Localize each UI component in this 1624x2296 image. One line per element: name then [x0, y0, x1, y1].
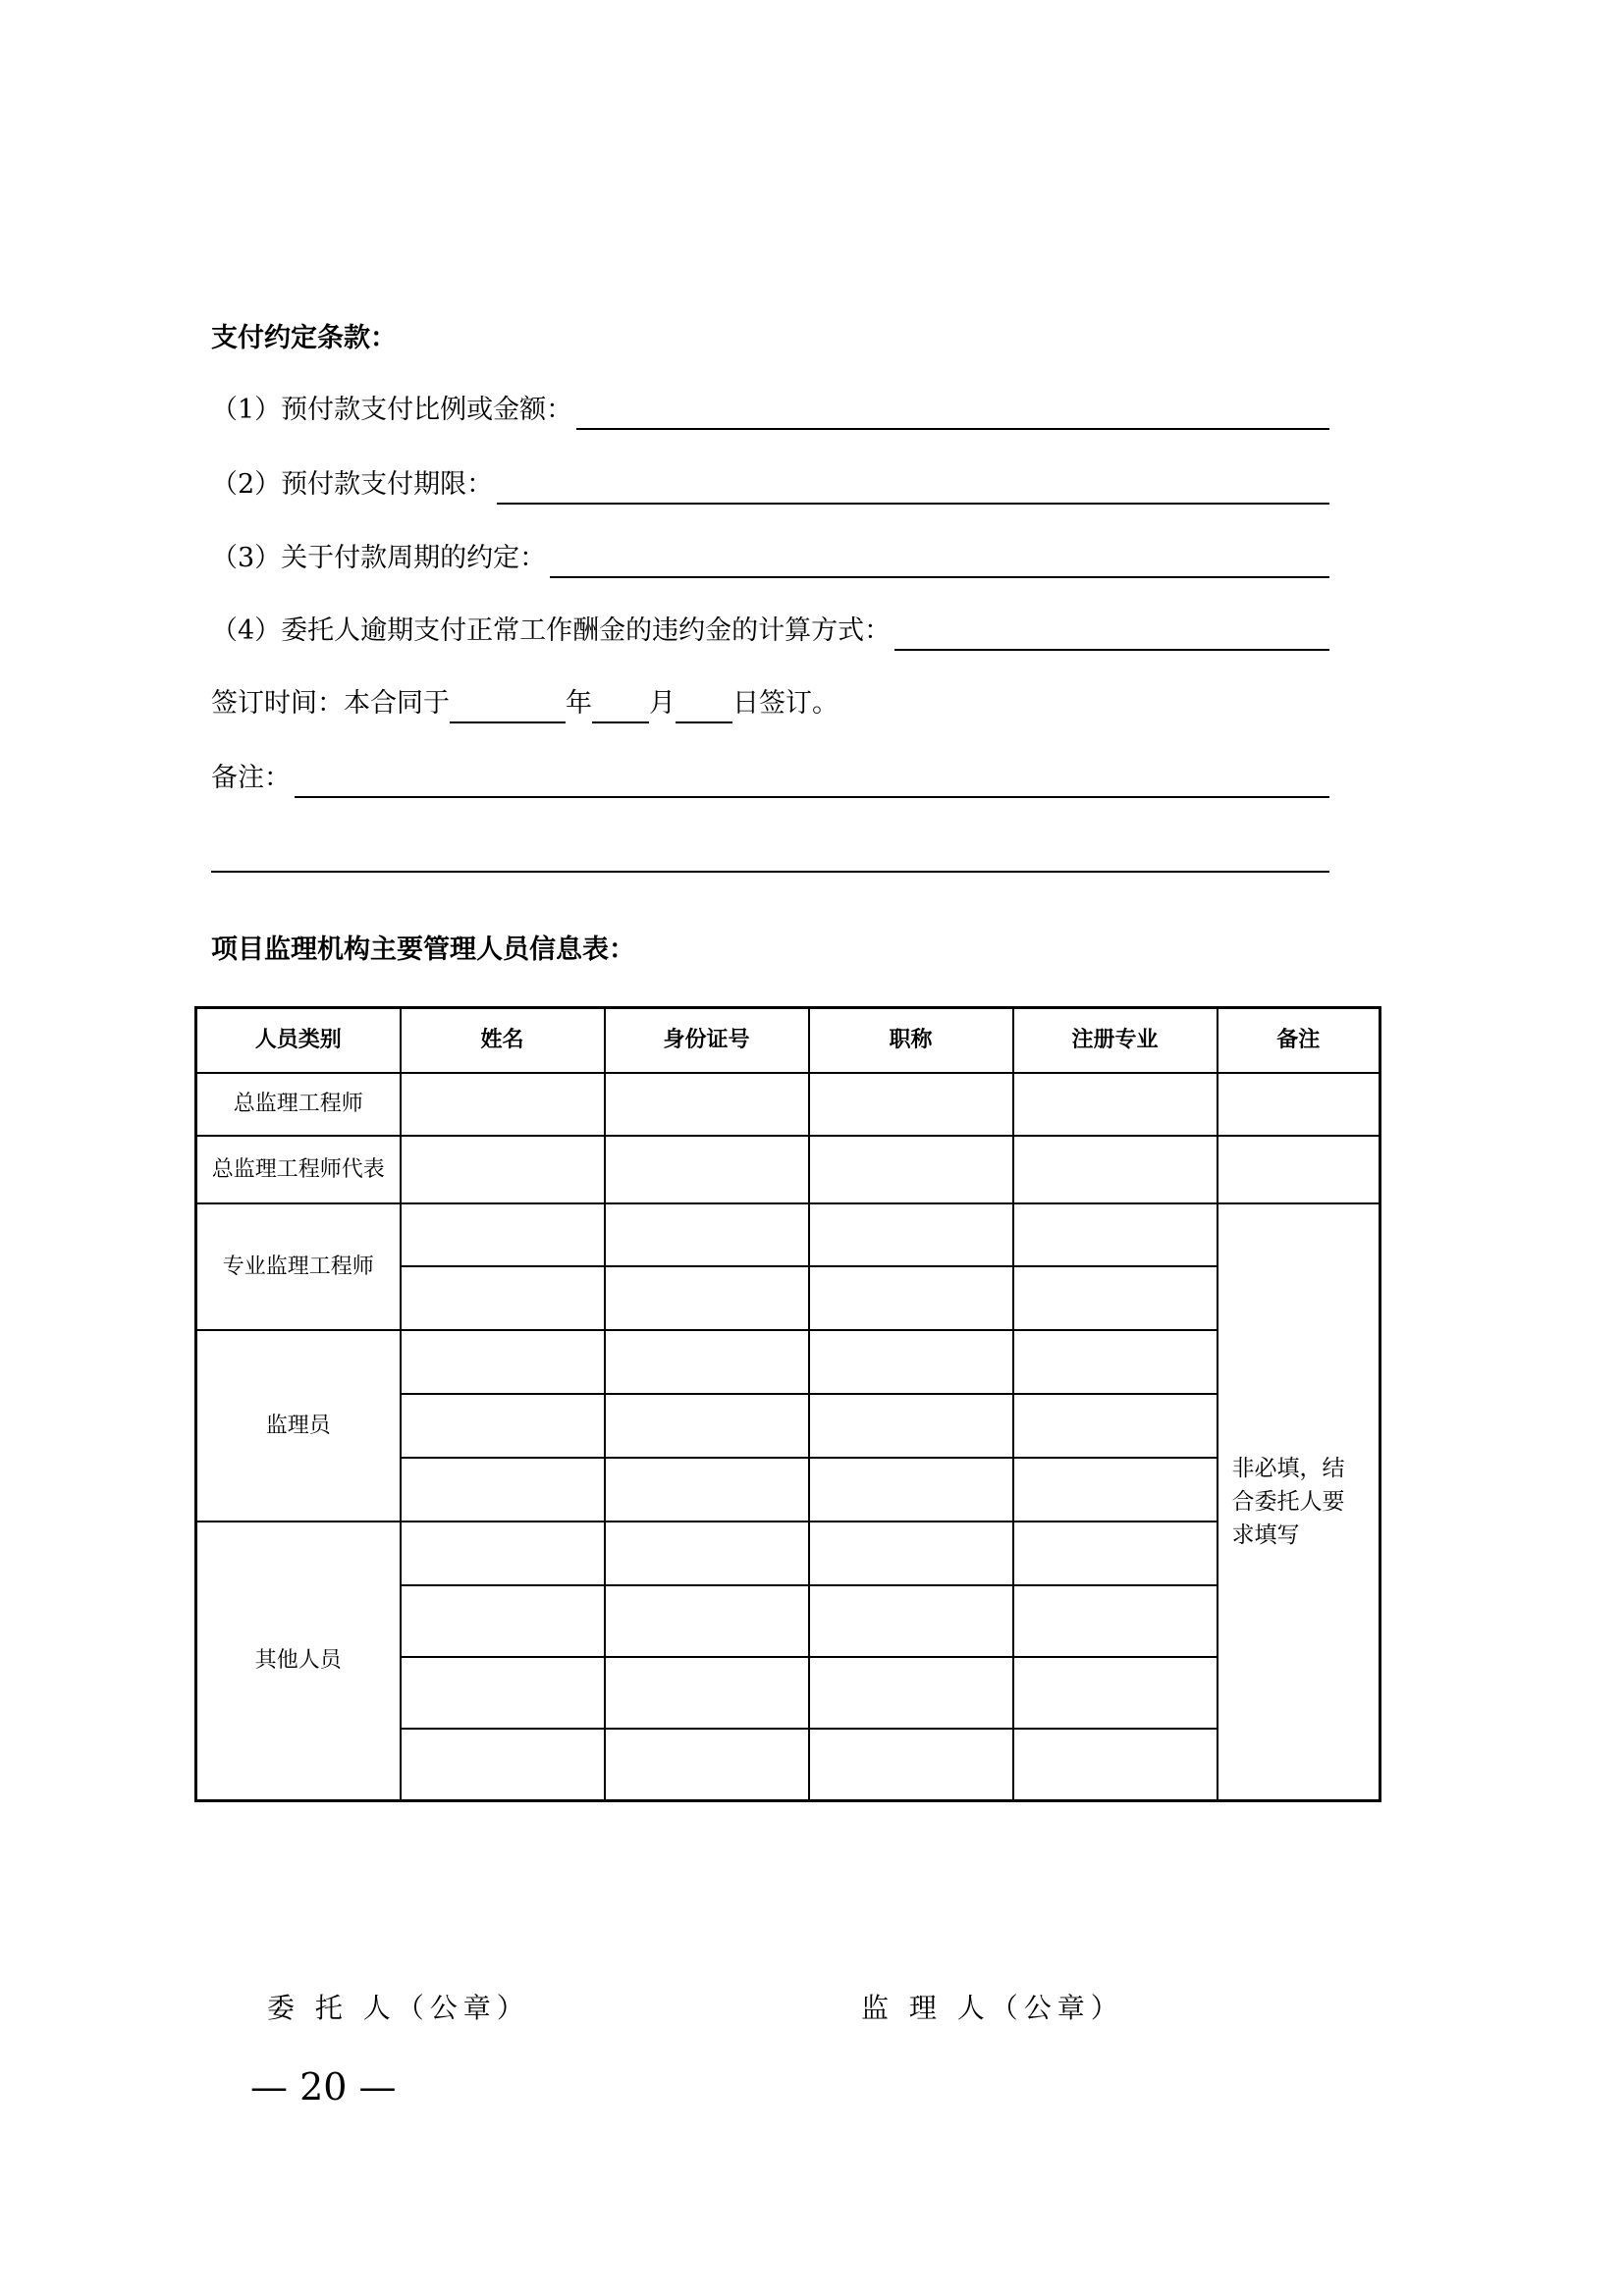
- table-row: [196, 1203, 1380, 1266]
- signing-year-label: 年: [566, 688, 592, 719]
- signing-date-prefix: 签订时间：本合同于: [211, 688, 450, 719]
- id-number-cell[interactable]: [605, 1203, 809, 1266]
- specialty-cell[interactable]: [1013, 1266, 1218, 1330]
- category-cell-others: 其他人员: [196, 1522, 401, 1800]
- signing-day-field[interactable]: [676, 688, 732, 723]
- category-cell-supervisor: 监理员: [196, 1330, 401, 1522]
- title-cell[interactable]: [809, 1458, 1013, 1522]
- remark-extra-line[interactable]: [211, 871, 1329, 873]
- id-number-cell[interactable]: [605, 1729, 809, 1800]
- signing-month-label: 月: [649, 688, 676, 719]
- late-penalty-row: [211, 612, 1329, 651]
- name-cell[interactable]: [401, 1073, 605, 1136]
- staff-table-heading: 项目监理机构主要管理人员信息表：: [211, 934, 635, 965]
- column-header-title: 职称: [809, 1008, 1013, 1074]
- id-number-cell[interactable]: [605, 1136, 809, 1203]
- title-cell[interactable]: [809, 1266, 1013, 1330]
- remark-note-cell: 非必填，结合委托人要求填写: [1218, 1203, 1380, 1800]
- title-cell[interactable]: [809, 1073, 1013, 1136]
- name-cell[interactable]: [401, 1266, 605, 1330]
- specialty-cell[interactable]: [1013, 1522, 1218, 1585]
- category-cell-chief: 总监理工程师: [196, 1073, 401, 1136]
- prepayment-deadline-label: （2）预付款支付期限：: [211, 469, 494, 500]
- id-number-cell[interactable]: [605, 1585, 809, 1657]
- signing-year-field[interactable]: [450, 688, 566, 723]
- remark-label: 备注：: [211, 763, 291, 793]
- specialty-cell[interactable]: [1013, 1136, 1218, 1203]
- staff-info-table: [194, 1006, 1381, 1802]
- title-cell[interactable]: [809, 1657, 1013, 1729]
- specialty-cell[interactable]: [1013, 1458, 1218, 1522]
- column-header-remark: 备注: [1218, 1008, 1380, 1074]
- table-row: [196, 1136, 1380, 1203]
- table-header-row: [196, 1008, 1380, 1074]
- name-cell[interactable]: [401, 1729, 605, 1800]
- name-cell[interactable]: [401, 1394, 605, 1458]
- prepayment-ratio-field[interactable]: [576, 399, 1329, 430]
- name-cell[interactable]: [401, 1522, 605, 1585]
- specialty-cell[interactable]: [1013, 1330, 1218, 1394]
- payment-cycle-label: （3）关于付款周期的约定：: [211, 543, 547, 573]
- payment-cycle-field[interactable]: [550, 547, 1329, 578]
- column-header-category: 人员类别: [196, 1008, 401, 1074]
- title-cell[interactable]: [809, 1729, 1013, 1800]
- specialty-cell[interactable]: [1013, 1657, 1218, 1729]
- id-number-cell[interactable]: [605, 1657, 809, 1729]
- id-number-cell[interactable]: [605, 1522, 809, 1585]
- title-cell[interactable]: [809, 1585, 1013, 1657]
- name-cell[interactable]: [401, 1657, 605, 1729]
- prepayment-ratio-row: [211, 391, 1329, 430]
- id-number-cell[interactable]: [605, 1394, 809, 1458]
- remark-field[interactable]: [295, 767, 1329, 798]
- id-number-cell[interactable]: [605, 1266, 809, 1330]
- name-cell[interactable]: [401, 1585, 605, 1657]
- id-number-cell[interactable]: [605, 1458, 809, 1522]
- specialty-cell[interactable]: [1013, 1585, 1218, 1657]
- signing-date-row: [211, 684, 839, 723]
- payment-cycle-row: [211, 539, 1329, 578]
- signing-day-label: 日签订。: [732, 688, 839, 719]
- signing-month-field[interactable]: [592, 688, 649, 723]
- title-cell[interactable]: [809, 1522, 1013, 1585]
- category-cell-specialist: 专业监理工程师: [196, 1203, 401, 1330]
- column-header-registered-specialty: 注册专业: [1013, 1008, 1218, 1074]
- id-number-cell[interactable]: [605, 1073, 809, 1136]
- payment-terms-heading: 支付约定条款：: [211, 323, 397, 353]
- remark-row: [211, 759, 1329, 798]
- table-row: [196, 1073, 1380, 1136]
- table-row: [196, 1522, 1380, 1585]
- late-penalty-field[interactable]: [894, 619, 1329, 651]
- title-cell[interactable]: [809, 1203, 1013, 1266]
- prepayment-ratio-label: （1）预付款支付比例或金额：: [211, 395, 573, 425]
- name-cell[interactable]: [401, 1458, 605, 1522]
- specialty-cell[interactable]: [1013, 1729, 1218, 1800]
- remark-cell[interactable]: [1218, 1136, 1380, 1203]
- name-cell[interactable]: [401, 1330, 605, 1394]
- title-cell[interactable]: [809, 1330, 1013, 1394]
- specialty-cell[interactable]: [1013, 1203, 1218, 1266]
- category-cell-chief-rep: 总监理工程师代表: [196, 1136, 401, 1203]
- specialty-cell[interactable]: [1013, 1394, 1218, 1458]
- prepayment-deadline-field[interactable]: [497, 473, 1329, 505]
- title-cell[interactable]: [809, 1394, 1013, 1458]
- specialty-cell[interactable]: [1013, 1073, 1218, 1136]
- remark-cell[interactable]: [1218, 1073, 1380, 1136]
- name-cell[interactable]: [401, 1203, 605, 1266]
- column-header-id-number: 身份证号: [605, 1008, 809, 1074]
- id-number-cell[interactable]: [605, 1330, 809, 1394]
- page-number: — 20 —: [250, 2065, 397, 2109]
- client-seal-label: 委 托 人（公章）: [267, 1992, 530, 2024]
- supervisor-seal-label: 监 理 人（公章）: [861, 1992, 1124, 2024]
- column-header-name: 姓名: [401, 1008, 605, 1074]
- title-cell[interactable]: [809, 1136, 1013, 1203]
- table-row: [196, 1330, 1380, 1394]
- prepayment-deadline-row: [211, 465, 1329, 505]
- name-cell[interactable]: [401, 1136, 605, 1203]
- late-penalty-label: （4）委托人逾期支付正常工作酬金的违约金的计算方式：: [211, 615, 892, 646]
